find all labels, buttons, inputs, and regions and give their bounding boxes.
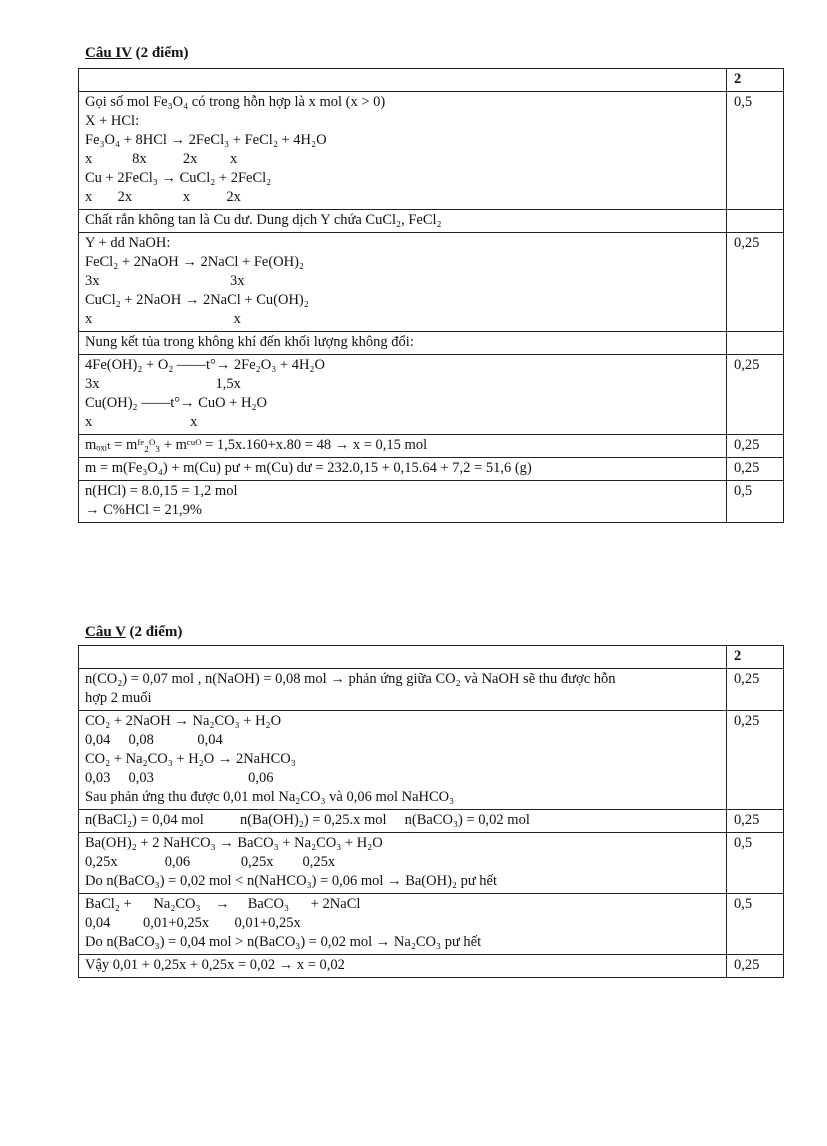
q4-solution-row (79, 481, 784, 523)
q4-solution-line: Gọi số mol Fe₃O₄ có trong hỗn hợp là x mol (x > 0) (85, 94, 386, 110)
q5-solution-line: 0,04 0,08 0,04 (85, 732, 223, 748)
q4-solution-line: X + HCl: (85, 113, 140, 129)
q4-solution-row (79, 458, 784, 481)
q5-score-cell: 0,25 (727, 711, 784, 810)
q5-solution-line: hợp 2 muối (85, 690, 152, 706)
q5-solution-line: n(CO₂) = 0,07 mol , n(NaOH) = 0,08 mol → phản ứng giữa CO₂ và NaOH sẽ thu được hỗn (85, 671, 616, 687)
q4-solution-cell (79, 481, 727, 523)
q4-solution-row (79, 92, 784, 210)
q4-header-row (79, 69, 784, 92)
q5-score-cell: 0,5 (727, 833, 784, 894)
q5-score-cell: 0,5 (727, 894, 784, 955)
q5-title-label: Câu V (85, 624, 126, 640)
q4-solution-line: Y + dd NaOH: (85, 235, 171, 251)
q4-solution-cell (79, 210, 727, 233)
q4-score-cell (727, 332, 784, 355)
q5-solution-line: CO₂ + Na₂CO₃ + H₂O → 2NaHCO₃ (85, 751, 296, 767)
q5-solution-line: n(BaCl₂) = 0,04 mol n(Ba(OH)₂) = 0,25.x mol n(BaCO₃) = 0,02 mol (85, 812, 530, 828)
q5-solution-line: Ba(OH)₂ + 2 NaHCO₃ → BaCO₃ + Na₂CO₃ + H₂O (85, 835, 383, 851)
q5-solution-cell (79, 810, 727, 833)
q5-solution-row (79, 833, 784, 894)
q4-solution-row (79, 355, 784, 435)
q4-solution-cell (79, 233, 727, 332)
q5-score-cell: 0,25 (727, 669, 784, 711)
q5-header-score: 2 (727, 646, 784, 669)
q5-solution-line: Sau phản ứng thu được 0,01 mol Na₂CO₃ và 0,06 mol NaHCO₃ (85, 789, 455, 805)
q5-solution-row (79, 955, 784, 978)
q4-solution-line: x 2x x 2x (85, 189, 241, 205)
q4-score-cell (727, 210, 784, 233)
q5-solution-row (79, 810, 784, 833)
q4-solution-line: 3x 1,5x (85, 376, 241, 392)
q4-solution-cell (79, 92, 727, 210)
q4-solution-line: FeCl₂ + 2NaOH → 2NaCl + Fe(OH)₂ (85, 254, 304, 270)
q4-solution-cell (79, 355, 727, 435)
q4-solution-cell (79, 458, 727, 481)
q5-solution-line: Vậy 0,01 + 0,25x + 0,25x = 0,02 → x = 0,02 (85, 957, 345, 973)
q4-solution-row (79, 435, 784, 458)
q4-solution-line: Fe₃O₄ + 8HCl → 2FeCl₃ + FeCl₂ + 4H₂O (85, 132, 327, 148)
q4-solution-line: Nung kết tủa trong không khí đến khối lượng không đổi: (85, 334, 414, 350)
q5-solution-line: Do n(BaCO₃) = 0,02 mol < n(NaHCO₃) = 0,06 mol → Ba(OH)₂ pư hết (85, 873, 498, 889)
q4-solution-row (79, 210, 784, 233)
q4-title-points: (2 điểm) (131, 45, 189, 61)
q4-header-score: 2 (727, 69, 784, 92)
q4-table (78, 68, 784, 523)
q5-solution-row (79, 669, 784, 711)
q5-solution-line: 0,03 0,03 0,06 (85, 770, 274, 786)
q4-solution-line: x x (85, 311, 241, 327)
q4-solution-row (79, 233, 784, 332)
q5-solution-line: BaCl₂ + Na₂CO₃ → BaCO₃ + 2NaCl (85, 896, 361, 912)
q4-score-cell: 0,5 (727, 92, 784, 210)
q4-score-cell: 0,25 (727, 458, 784, 481)
q4-solution-row (79, 332, 784, 355)
q5-score-cell: 0,25 (727, 955, 784, 978)
q4-solution-line: m = m(Fe₃O₄) + m(Cu) pư + m(Cu) dư = 232.0,15 + 0,15.64 + 7,2 = 51,6 (g) (85, 460, 532, 476)
q5-solution-cell (79, 894, 727, 955)
q4-score-cell: 0,25 (727, 233, 784, 332)
q4-score-cell: 0,25 (727, 355, 784, 435)
q4-title-label: Câu IV (85, 45, 132, 61)
q5-solution-cell (79, 955, 727, 978)
q4-solution-line: CuCl₂ + 2NaOH → 2NaCl + Cu(OH)₂ (85, 292, 309, 308)
q4-score-cell: 0,25 (727, 435, 784, 458)
q4-score-cell: 0,5 (727, 481, 784, 523)
q5-header-empty (79, 646, 727, 669)
q4-title (85, 45, 188, 62)
q5-solution-cell (79, 711, 727, 810)
q4-solution-line: Cu + 2FeCl₃ → CuCl₂ + 2FeCl₂ (85, 170, 272, 186)
q5-score-cell: 0,25 (727, 810, 784, 833)
q4-solution-line: 4Fe(OH)₂ + O₂ ——t°→ 2Fe₂O₃ + 4H₂O (85, 357, 325, 373)
q4-solution-line: x 8x 2x x (85, 151, 238, 167)
q5-solution-line: 0,25x 0,06 0,25x 0,25x (85, 854, 336, 870)
q4-header-empty (79, 69, 727, 92)
q5-solution-line: CO₂ + 2NaOH → Na₂CO₃ + H₂O (85, 713, 282, 729)
q5-solution-cell (79, 669, 727, 711)
q4-solution-line: x x (85, 414, 198, 430)
q4-solution-line: mₒₓᵢₜ = mᶠᵉ₂ᴼ₃ + mᶜᵘᴼ = 1,5x.160+x.80 = 48 → x = 0,15 mol (85, 437, 428, 453)
q4-solution-line: 3x 3x (85, 273, 245, 289)
q5-solution-cell (79, 833, 727, 894)
q4-solution-line: Cu(OH)₂ ——t°→ CuO + H₂O (85, 395, 267, 411)
q4-solution-line: Chất rắn không tan là Cu dư. Dung dịch Y chứa CuCl₂, FeCl₂ (85, 212, 442, 228)
q5-header-row (79, 646, 784, 669)
q5-table (78, 645, 784, 978)
q5-title (85, 624, 182, 641)
q5-solution-row (79, 711, 784, 810)
q5-title-points: (2 điểm) (125, 624, 183, 640)
q4-solution-cell (79, 435, 727, 458)
q5-solution-line: 0,04 0,01+0,25x 0,01+0,25x (85, 915, 301, 931)
q4-solution-line: n(HCl) = 8.0,15 = 1,2 mol (85, 483, 238, 499)
q5-solution-line: Do n(BaCO₃) = 0,04 mol > n(BaCO₃) = 0,02 mol → Na₂CO₃ pư hết (85, 934, 482, 950)
q4-solution-cell (79, 332, 727, 355)
q4-solution-line: → C%HCl = 21,9% (85, 502, 202, 518)
q5-solution-row (79, 894, 784, 955)
